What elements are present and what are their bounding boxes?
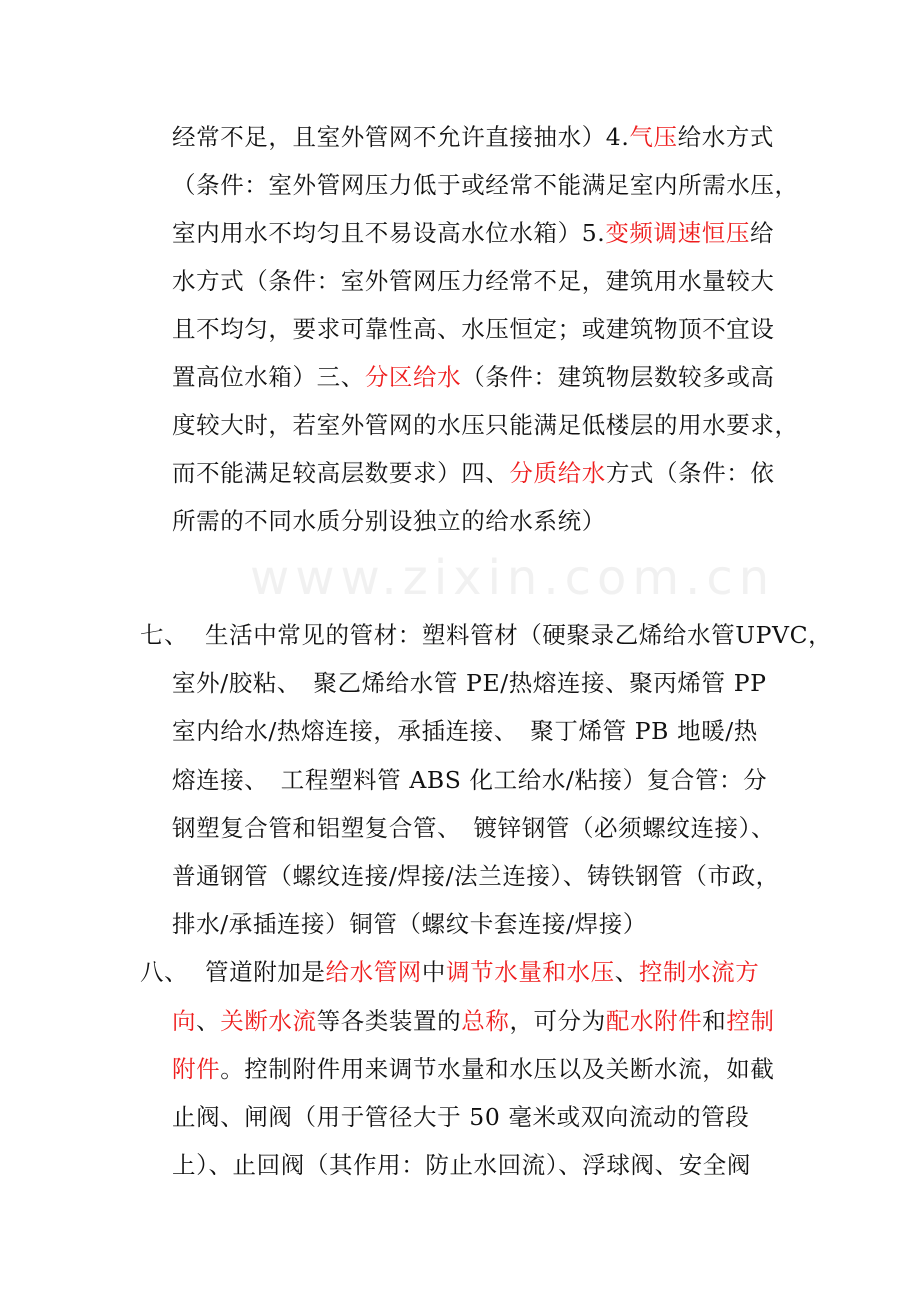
highlighted-text: 总称 <box>461 1006 510 1035</box>
text-segment: 排水/承插连接）铜管（螺纹卡套连接/焊接） <box>172 910 647 939</box>
highlighted-text: 给水管网 <box>325 958 422 987</box>
text-segment: 室内用水不均匀且不易设高水位水箱）5. <box>172 219 606 247</box>
list-number: 八、 <box>140 958 189 987</box>
highlighted-text: 控制 <box>726 1006 775 1035</box>
text-segment: 方式（条件：依 <box>605 459 775 487</box>
text-segment: 中 <box>421 958 447 987</box>
text-segment: 置高位水箱）三、 <box>172 363 365 391</box>
text-segment: 熔连接、 工程塑料管 ABS 化工给水/粘接）复合管：分 <box>172 765 768 794</box>
highlighted-text: 向 <box>172 1006 197 1035</box>
watermark: www.zixin.com.cn <box>250 550 776 606</box>
text-segment: 室外/胶粘、 聚乙烯给水管 PE/热熔连接、聚丙烯管 PP <box>172 669 767 698</box>
text-segment: 经常不足，且室外管网不允许直接抽水）4. <box>172 123 630 151</box>
text-segment: 上）、止回阀（其作用：防止水回流）、浮球阀、安全阀 <box>172 1151 751 1180</box>
text-segment: 等各类装置的 <box>316 1006 462 1035</box>
text-segment: 度较大时，若室外管网的水压只能满足低楼层的用水要求， <box>172 411 799 439</box>
highlighted-text: 关断水流 <box>220 1006 317 1035</box>
text-line <box>172 863 780 889</box>
text-segment: 和 <box>702 1006 727 1035</box>
text-segment: 水方式（条件：室外管网压力经常不足，建筑用水量较大 <box>172 267 775 295</box>
text-line <box>172 670 767 696</box>
text-segment: 、 <box>196 1006 221 1035</box>
text-line <box>172 911 647 937</box>
text-line <box>172 1104 749 1130</box>
text-line <box>172 767 767 793</box>
list-number: 七、 <box>140 621 189 649</box>
highlighted-text: 附件 <box>172 1054 221 1083</box>
text-line <box>172 1056 775 1082</box>
text-line <box>172 220 774 246</box>
text-segment: （条件：室外管网压力低于或经常不能满足室内所需水压， <box>172 171 799 199</box>
text-segment: 给水方式 <box>677 123 775 151</box>
text-line <box>172 364 775 390</box>
text-segment: 而不能满足较高层数要求）四、 <box>172 459 510 487</box>
text-line <box>172 268 775 294</box>
text-line <box>172 815 775 841</box>
text-line <box>172 460 775 486</box>
highlighted-text: 配水附件 <box>605 1006 703 1035</box>
text-segment: 止阀、闸阀（用于管径大于 50 毫米或双向流动的管段 <box>172 1103 750 1131</box>
highlighted-text: 气压 <box>629 123 678 151</box>
highlighted-text: 调节水量和水压 <box>446 958 615 987</box>
text-segment: 管道附加是 <box>205 958 326 987</box>
text-line <box>172 412 799 438</box>
list-item-heading <box>140 622 832 648</box>
highlighted-text: 变频调速恒压 <box>605 219 750 247</box>
text-segment: （条件：建筑物层数较多或高 <box>461 363 775 391</box>
text-segment: 生活中常见的管材：塑料管材（硬聚录乙烯给水管UPVC， <box>205 621 833 649</box>
text-segment: ，可分为 <box>509 1006 606 1035</box>
text-line <box>172 718 758 744</box>
text-segment: 、 <box>614 958 639 987</box>
text-line <box>172 124 774 150</box>
text-segment: 普通钢管（螺纹连接/焊接/法兰连接）、铸铁钢管（市政， <box>172 862 780 890</box>
text-segment: 给 <box>749 219 775 247</box>
text-line <box>172 508 606 534</box>
text-segment: 且不均匀，要求可靠性高、水压恒定；或建筑物顶不宜设 <box>172 315 775 343</box>
text-line <box>172 1008 775 1034</box>
text-line <box>172 1152 751 1178</box>
highlighted-text: 控制水流方 <box>638 958 760 987</box>
list-item-heading <box>140 959 759 985</box>
text-segment: 。控制附件用来调节水量和水压以及关断水流，如截 <box>220 1054 775 1083</box>
text-line <box>172 172 799 198</box>
text-segment: 室内给水/热熔连接，承插连接、 聚丁烯管 PB 地暖/热 <box>172 717 758 746</box>
highlighted-text: 分区给水 <box>364 363 462 391</box>
text-segment: 所需的不同水质分别设独立的给水系统） <box>172 507 606 535</box>
text-segment: 钢塑复合管和铝塑复合管、 镀锌钢管（必须螺纹连接）、 <box>172 813 776 842</box>
highlighted-text: 分质给水 <box>509 459 606 487</box>
text-line <box>172 316 775 342</box>
